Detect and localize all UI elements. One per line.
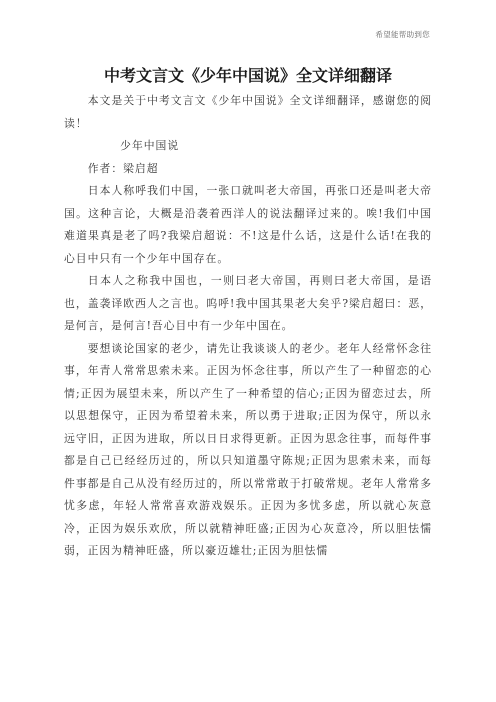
translation-paragraph-1: 日本人称呼我们中国，一张口就叫老大帝国，再张口还是叫老大帝国。这种言论，大概是沿袭着西洋人的说法翻译过来的。唉!我们中国难道果真是老了吗?我梁启超说：不!这是什么话，这是什么话!在我的心目中只有一个少年中国存在。 [64, 184, 432, 265]
document-body [64, 90, 432, 563]
original-paragraph-1: 日本人之称我中国也，一则曰老大帝国，再则曰老大帝国，是语也，盖袭译欧西人之言也。呜呼!我中国其果老大矣乎?梁启超曰：恶，是何言，是何言!吾心目中有一少年中国在。 [64, 274, 432, 332]
poem-title: 少年中国说 [120, 139, 180, 152]
document-title: 中考文言文《少年中国说》全文详细翻译 [103, 66, 392, 85]
author-line: 作者：梁启超 [87, 161, 159, 175]
intro-paragraph: 本文是关于中考文言文《少年中国说》全文详细翻译，感谢您的阅读！ [64, 94, 432, 130]
translation-paragraph-2: 要想谈论国家的老少，请先让我谈谈人的老少。老年人经常怀念往事，年青人常常思索未来。正因为怀念往事，所以产生了一种留恋的心情;正因为展望未来，所以产生了一种希望的信心;正因为留恋过去，所以思想保守，正因为希望着未来，所以勇于进取;正因为保守，所以永远守旧，正因为进取，所以日日求得更新。正因为思念往事，而每件事都是自己已经经历过的，所以只知道墨守陈规;正因为思索未来，而每件事都是自己从没有经历过的，所以常常敢于打破常规。老年人常常多忧多虑，年轻人常常喜欢游戏娱乐。正因为多忧多虑，所以就心灰意冷，正因为娱乐欢欣，所以就精神旺盛;正因为心灰意冷，所以胆怯懦弱，正因为精神旺盛，所以豪迈雄壮;正因为胆怯懦 [64, 341, 432, 557]
header-note: 希望能帮助到您 [375, 30, 430, 39]
